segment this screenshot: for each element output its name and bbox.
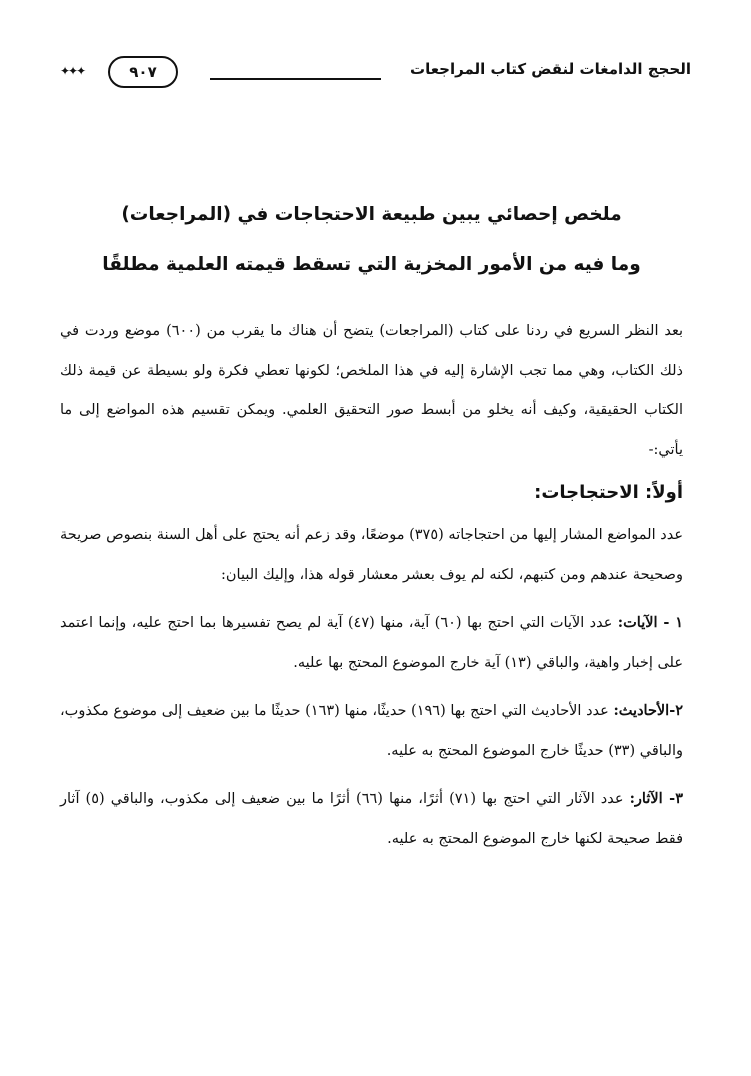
header-rule xyxy=(210,78,381,80)
page-header xyxy=(60,56,691,92)
document-title xyxy=(60,190,683,290)
page-number: ٩٠٧ xyxy=(108,56,178,88)
list-item: ٣- الآثار: عدد الآثار التي احتج بها (٧١) أثرًا، منها (٦٦) أثرًا ما بين ضعيف إلى مكذوب، والباقي (٥) آثار فقط صحيحة لكنها خارج الموضوع المحتج به عليه. xyxy=(60,790,683,847)
section-paragraph: عدد المواضع المشار إليها من احتجاجاته (٣٧٥) موضعًا، وقد زعم أنه يحتج على أهل السنة بنصوص صريحة وصحيحة عندهم ومن كتبهم، لكنه لم يوف بعشر معشار قوله هذا، وإليك البيان: xyxy=(60,527,683,583)
ornament-icon: ✦✦✦ xyxy=(60,64,85,78)
list-item: ١ - الآيات: عدد الآيات التي احتج بها (٦٠) آية، منها (٤٧) آية لم يصح تفسيرها بما احتج عليه، وإنما اعتمد على إخبار واهية، والباقي (١٣) آية خارج الموضوع المحتج بها عليه. xyxy=(60,614,683,671)
section-heading: أولاً: الاحتجاجات: xyxy=(534,482,683,503)
list-item: ٢-الأحاديث: عدد الأحاديث التي احتج بها (١٩٦) حديثًا، منها (١٦٣) حديثًا ما بين ضعيف إلى موضوع مكذوب، والباقي (٣٣) حديثًا خارج الموضوع المحتج به عليه. xyxy=(60,702,684,759)
title-line-1: ملخص إحصائي يبين طبيعة الاحتجاجات في (المراجعات) xyxy=(121,204,622,225)
title-line-2: وما فيه من الأمور المخزية التي تسقط قيمته العلمية مطلقًا xyxy=(102,254,641,275)
running-title: الحجج الدامغات لنقض كتاب المراجعات xyxy=(410,60,691,78)
item-label: ٢-الأحاديث: xyxy=(613,702,684,719)
intro-paragraph: بعد النظر السريع في ردنا على كتاب (المراجعات) يتضح أن هناك ما يقرب من (٦٠٠) موضع وردت في ذلك الكتاب، وهي مما تجب الإشارة إليه في هذا الملخص؛ لكونها تعطي فكرة ولو بسيطة عن قيمة ذلك الكتاب الحقيقية، وكيف أنه يخلو من أبسط صور التحقيق العلمي. ويمكن تقسيم هذه المواضع إلى ما يأتي:- xyxy=(60,323,684,458)
item-label: ١ - الآيات: xyxy=(617,614,683,631)
document-body xyxy=(60,190,683,859)
item-label: ٣- الآثار: xyxy=(629,790,683,807)
